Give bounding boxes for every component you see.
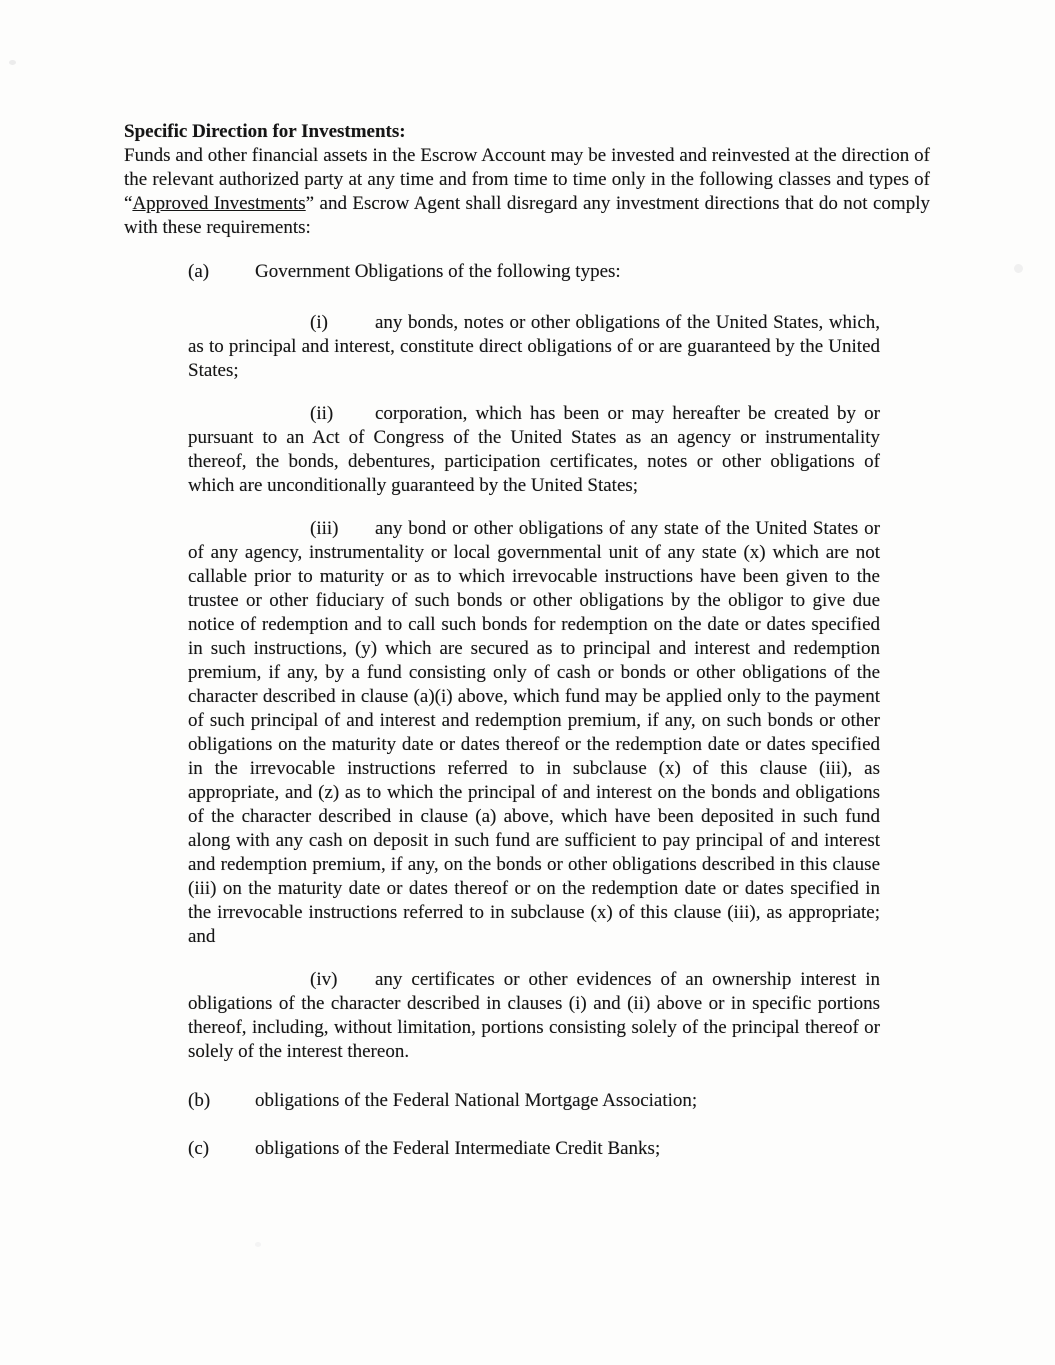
clause-a-label: (a): [188, 261, 210, 282]
scan-smudge: [9, 60, 16, 65]
scan-smudge: [255, 1242, 261, 1247]
clause-b: [188, 1089, 930, 1113]
subclause-iv-text: any certificates or other evidences of an ownership interest in obligations of the character described in clauses (i) and (ii) above or in specific portions thereof, including, without limitation, portions consisting solely of the principal thereof or solely of the interest thereon.: [188, 969, 880, 1062]
clause-a-text: Government Obligations of the following types:: [255, 261, 621, 282]
intro-text-pre: Funds and other financial assets in the Escrow Account may be invested and reinvested at the direction of the relevant authorized party at any time and from time to time only in the following classes and types of “: [124, 145, 930, 214]
approved-investments-term: Approved Investments: [132, 193, 306, 214]
clause-b-label: (b): [188, 1090, 211, 1111]
clause-c-label: (c): [188, 1138, 210, 1159]
subclause-ii-label: (ii): [310, 403, 334, 424]
clause-b-text: obligations of the Federal National Mortgage Association;: [255, 1090, 698, 1111]
subclause-i: [188, 311, 880, 383]
scan-smudge: [1014, 264, 1023, 273]
subclause-iv: [188, 968, 880, 1064]
subclause-iii: [188, 517, 880, 949]
subclause-iii-label: (iii): [310, 518, 339, 539]
clause-a: [188, 260, 930, 284]
clause-c: [188, 1137, 930, 1161]
subclause-i-text: any bonds, notes or other obligations of the United States, which, as to principal and interest, constitute direct obligations of or are guaranteed by the United States;: [188, 312, 880, 381]
subclause-i-label: (i): [310, 312, 328, 333]
section-heading: Specific Direction for Investments:: [124, 121, 406, 142]
document-body: [124, 120, 930, 1161]
subclause-iii-text: any bond or other obligations of any state of the United States or of any agency, instrumentality or local governmental unit of any state (x) which are not callable prior to maturity or as to which irrevocable instructions have been given to the trustee or other fiduciary of such bonds or other obligations by the obligor to give due notice of redemption and to call such bonds for redemption on the date or dates specified in such instructions, (y) which are secured as to principal and interest and redemption premium, if any, by a fund consisting only of cash or bonds or other obligations of the character described in clause (a)(i) above, which fund may be applied only to the payment of such principal of and interest and redemption premium, if any, on such bonds or other obligations on the maturity date or dates thereof or the redemption date or dates specified in the irrevocable instructions referred to in subclause (x) of this clause (iii), as appropriate, and (z) as to which the principal of and interest on the bonds and obligations of the character described in clause (a) above, which have been deposited in such fund along with any cash on deposit in such fund are sufficient to pay principal of and interest and redemption premium, if any, on the bonds or other obligations described in this clause (iii) on the maturity date or dates thereof or on the redemption date or dates specified in the irrevocable instructions referred to in subclause (x) of this clause (iii), as appropriate; and: [188, 518, 880, 947]
clause-c-text: obligations of the Federal Intermediate Credit Banks;: [255, 1138, 661, 1159]
intro-text-post: ” and Escrow Agent shall disregard any investment directions that do not comply with these requirements:: [124, 193, 930, 238]
subclause-iv-label: (iv): [310, 969, 338, 990]
subclause-ii-text: corporation, which has been or may hereafter be created by or pursuant to an Act of Congress of the United States as an agency or instrumentality thereof, the bonds, debentures, participation certificates, notes or other obligations of which are unconditionally guaranteed by the United States;: [188, 403, 880, 496]
intro-paragraph: [124, 144, 930, 240]
subclause-ii: [188, 402, 880, 498]
